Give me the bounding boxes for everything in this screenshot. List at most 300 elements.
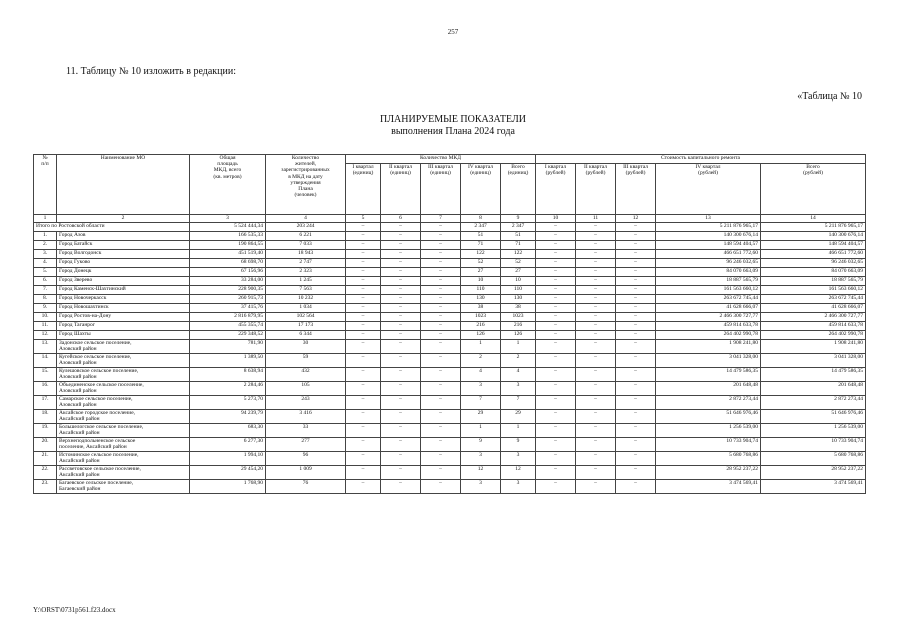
row-mkd-total: 130 <box>501 295 536 304</box>
row-mkd-q4: 130 <box>461 295 501 304</box>
row-cost-q4: 1 256 539,00 <box>656 424 761 438</box>
row-mkd-total: 126 <box>501 331 536 340</box>
row-cost-q1: – <box>536 313 576 322</box>
row-cost-q3: – <box>616 382 656 396</box>
header-residents: Количество жителей, зарегистрированных в МКД на дату утверждения Плана (человек) <box>266 155 346 215</box>
table-row <box>34 277 866 286</box>
row-mo-name: Багаевское сельское поселение, Багаевский район <box>57 480 190 494</box>
total-mkd-all: 2 347 <box>501 223 536 232</box>
row-mkd-q3: – <box>421 466 461 480</box>
row-cost-q1: – <box>536 331 576 340</box>
row-area: 5 273,70 <box>190 396 266 410</box>
row-mkd-q4: 12 <box>461 466 501 480</box>
row-mkd-q1: – <box>346 396 381 410</box>
row-mkd-q3: – <box>421 259 461 268</box>
row-cost-q4: 2 872 273,44 <box>656 396 761 410</box>
table-row <box>34 331 866 340</box>
row-mkd-q3: – <box>421 354 461 368</box>
row-cost-q4: 140 300 676,14 <box>656 232 761 241</box>
header-cost-total: Всего (рублей) <box>761 164 866 215</box>
row-mkd-q4: 3 <box>461 480 501 494</box>
row-mkd-q3: – <box>421 396 461 410</box>
row-cost-q1: – <box>536 382 576 396</box>
row-cost-total: 264 402 990,78 <box>761 331 866 340</box>
row-mkd-q4: 7 <box>461 396 501 410</box>
row-cost-q3: – <box>616 466 656 480</box>
row-cost-total: 41 628 666,07 <box>761 304 866 313</box>
row-cost-q2: – <box>576 396 616 410</box>
row-cost-total: 263 672 745,44 <box>761 295 866 304</box>
row-cost-total: 148 594 404,57 <box>761 241 866 250</box>
row-mkd-q1: – <box>346 354 381 368</box>
total-cost-q2: – <box>576 223 616 232</box>
row-cost-q4: 466 651 772,60 <box>656 250 761 259</box>
heading-line-2: выполнения Плана 2024 года <box>391 126 515 137</box>
row-mo-name: Истоминское сельское поселение, Аксайский район <box>57 452 190 466</box>
row-cost-q4: 14 479 586,35 <box>656 368 761 382</box>
row-mkd-total: 10 <box>501 277 536 286</box>
row-mkd-q3: – <box>421 304 461 313</box>
row-cost-q4: 161 563 660,12 <box>656 286 761 295</box>
column-number: 14 <box>761 215 866 223</box>
row-mkd-q1: – <box>346 424 381 438</box>
row-residents: 102 564 <box>266 313 346 322</box>
row-mkd-q3: – <box>421 452 461 466</box>
header-num: № п/п <box>34 155 57 215</box>
row-num: 16. <box>34 382 57 396</box>
row-mkd-q4: 126 <box>461 331 501 340</box>
row-cost-q3: – <box>616 304 656 313</box>
row-mkd-q1: – <box>346 480 381 494</box>
row-cost-q2: – <box>576 295 616 304</box>
row-mo-name: Рассветовское сельское поселение, Аксайский район <box>57 466 190 480</box>
row-mkd-q2: – <box>381 480 421 494</box>
row-residents: 2 323 <box>266 268 346 277</box>
row-cost-q3: – <box>616 452 656 466</box>
row-cost-q4: 41 628 666,07 <box>656 304 761 313</box>
row-mkd-q2: – <box>381 354 421 368</box>
row-cost-q2: – <box>576 410 616 424</box>
row-mkd-total: 9 <box>501 438 536 452</box>
header-mkd-group: Количество МКД <box>346 155 536 164</box>
total-residents: 203 244 <box>266 223 346 232</box>
row-mo-name: Верхнеподпольненское сельское поселение, Аксайский район <box>57 438 190 452</box>
row-num: 18. <box>34 410 57 424</box>
row-cost-q3: – <box>616 286 656 295</box>
row-mkd-total: 27 <box>501 268 536 277</box>
table-row <box>34 382 866 396</box>
row-mkd-q1: – <box>346 304 381 313</box>
row-cost-q2: – <box>576 452 616 466</box>
row-residents: 59 <box>266 354 346 368</box>
row-mkd-q2: – <box>381 368 421 382</box>
row-num: 14. <box>34 354 57 368</box>
row-cost-q3: – <box>616 424 656 438</box>
row-cost-q1: – <box>536 259 576 268</box>
row-residents: 6 221 <box>266 232 346 241</box>
row-cost-q2: – <box>576 232 616 241</box>
row-area: 229 348,52 <box>190 331 266 340</box>
row-residents: 277 <box>266 438 346 452</box>
row-mkd-q2: – <box>381 295 421 304</box>
row-mkd-q1: – <box>346 286 381 295</box>
row-num: 10. <box>34 313 57 322</box>
row-mkd-q4: 10 <box>461 277 501 286</box>
row-mo-name: Кулешовское сельское поселение, Азовский район <box>57 368 190 382</box>
row-num: 2. <box>34 241 57 250</box>
row-mkd-total: 51 <box>501 232 536 241</box>
row-mkd-q2: – <box>381 322 421 331</box>
row-mkd-total: 3 <box>501 480 536 494</box>
row-mkd-q4: 1023 <box>461 313 501 322</box>
table-row <box>34 268 866 277</box>
row-mkd-total: 71 <box>501 241 536 250</box>
column-number: 1 <box>34 215 57 223</box>
row-num: 20. <box>34 438 57 452</box>
row-cost-q3: – <box>616 313 656 322</box>
row-residents: 1 009 <box>266 466 346 480</box>
row-cost-q2: – <box>576 277 616 286</box>
row-mkd-q1: – <box>346 368 381 382</box>
total-area: 5 524 444,34 <box>190 223 266 232</box>
row-mo-name: Город Гуково <box>57 259 190 268</box>
row-mkd-q4: 110 <box>461 286 501 295</box>
row-cost-q2: – <box>576 368 616 382</box>
row-cost-total: 10 733 904,74 <box>761 438 866 452</box>
row-mkd-q1: – <box>346 250 381 259</box>
row-mo-name: Город Таганрог <box>57 322 190 331</box>
row-cost-q3: – <box>616 480 656 494</box>
row-area: 781,90 <box>190 340 266 354</box>
row-mkd-q2: – <box>381 331 421 340</box>
row-mkd-q3: – <box>421 480 461 494</box>
row-mo-name: Город Ростов-на-Дону <box>57 313 190 322</box>
row-area: 1 768,90 <box>190 480 266 494</box>
row-mkd-q4: 51 <box>461 232 501 241</box>
row-cost-q2: – <box>576 438 616 452</box>
header-mkd-q2: II квартал (единиц) <box>381 164 421 215</box>
row-mkd-q4: 122 <box>461 250 501 259</box>
table-row <box>34 304 866 313</box>
row-mkd-q1: – <box>346 382 381 396</box>
row-mkd-q2: – <box>381 250 421 259</box>
row-cost-q1: – <box>536 304 576 313</box>
row-mkd-total: 4 <box>501 368 536 382</box>
row-cost-q3: – <box>616 322 656 331</box>
table-row <box>34 232 866 241</box>
header-cost-q4: IV квартал (рублей) <box>656 164 761 215</box>
row-mkd-q1: – <box>346 466 381 480</box>
row-num: 4. <box>34 259 57 268</box>
row-area: 1 389,50 <box>190 354 266 368</box>
row-cost-total: 459 814 633,78 <box>761 322 866 331</box>
row-mkd-q3: – <box>421 368 461 382</box>
row-mkd-total: 3 <box>501 452 536 466</box>
row-cost-total: 161 563 660,12 <box>761 286 866 295</box>
row-mkd-q4: 29 <box>461 410 501 424</box>
row-cost-q2: – <box>576 424 616 438</box>
row-residents: 1 034 <box>266 304 346 313</box>
row-cost-total: 28 952 237,22 <box>761 466 866 480</box>
row-cost-q3: – <box>616 268 656 277</box>
row-mkd-q2: – <box>381 241 421 250</box>
row-mkd-total: 216 <box>501 322 536 331</box>
row-mkd-q2: – <box>381 396 421 410</box>
row-cost-q3: – <box>616 354 656 368</box>
row-cost-q4: 148 594 404,57 <box>656 241 761 250</box>
row-mo-name: Кугейское сельское поселение, Азовский район <box>57 354 190 368</box>
row-mkd-q4: 4 <box>461 368 501 382</box>
row-mkd-q4: 2 <box>461 354 501 368</box>
row-num: 19. <box>34 424 57 438</box>
row-num: 22. <box>34 466 57 480</box>
row-cost-q4: 201 648,48 <box>656 382 761 396</box>
row-cost-q2: – <box>576 286 616 295</box>
row-area: 2 816 879,95 <box>190 313 266 322</box>
row-residents: 96 <box>266 452 346 466</box>
row-residents: 3 416 <box>266 410 346 424</box>
row-cost-q2: – <box>576 304 616 313</box>
total-mkd-q4: 2 347 <box>461 223 501 232</box>
row-cost-q1: – <box>536 396 576 410</box>
table-row <box>34 354 866 368</box>
row-mkd-q2: – <box>381 452 421 466</box>
row-cost-total: 5 680 768,86 <box>761 452 866 466</box>
table-heading <box>0 114 906 138</box>
column-number: 7 <box>421 215 461 223</box>
row-cost-q4: 18 887 565,79 <box>656 277 761 286</box>
total-cost-q4: 5 211 876 965,17 <box>656 223 761 232</box>
column-number: 3 <box>190 215 266 223</box>
table-row <box>34 438 866 452</box>
table-row <box>34 259 866 268</box>
row-mkd-total: 29 <box>501 410 536 424</box>
column-number: 5 <box>346 215 381 223</box>
row-cost-q2: – <box>576 313 616 322</box>
row-mo-name: Город Новошахтинск <box>57 304 190 313</box>
row-mkd-q4: 1 <box>461 424 501 438</box>
header-cost-group: Стоимость капитального ремонта <box>536 155 866 164</box>
heading-line-1: ПЛАНИРУЕМЫЕ ПОКАЗАТЕЛИ <box>380 114 526 125</box>
row-cost-q4: 3 041 328,00 <box>656 354 761 368</box>
row-cost-q4: 2 466 300 727,77 <box>656 313 761 322</box>
row-mkd-total: 2 <box>501 354 536 368</box>
row-mkd-q3: – <box>421 241 461 250</box>
row-cost-q1: – <box>536 295 576 304</box>
row-mkd-q4: 27 <box>461 268 501 277</box>
row-mkd-q4: 3 <box>461 382 501 396</box>
row-cost-q3: – <box>616 396 656 410</box>
row-residents: 17 173 <box>266 322 346 331</box>
row-mkd-q1: – <box>346 438 381 452</box>
row-residents: 2 747 <box>266 259 346 268</box>
row-num: 8. <box>34 295 57 304</box>
row-residents: 7 033 <box>266 241 346 250</box>
row-cost-q1: – <box>536 368 576 382</box>
row-mkd-q2: – <box>381 313 421 322</box>
row-cost-q4: 3 474 569,41 <box>656 480 761 494</box>
row-mkd-q3: – <box>421 295 461 304</box>
column-number: 4 <box>266 215 346 223</box>
row-mkd-q2: – <box>381 340 421 354</box>
table-row <box>34 368 866 382</box>
row-area: 37 415,76 <box>190 304 266 313</box>
total-row <box>34 223 866 232</box>
row-cost-q3: – <box>616 340 656 354</box>
row-residents: 6 344 <box>266 331 346 340</box>
header-cost-q1: I квартал (рублей) <box>536 164 576 215</box>
row-area: 1 994,10 <box>190 452 266 466</box>
row-num: 12. <box>34 331 57 340</box>
row-mkd-q4: 1 <box>461 340 501 354</box>
total-cost-q3: – <box>616 223 656 232</box>
total-label: Итого по Ростовской области <box>34 223 190 232</box>
row-cost-total: 3 041 328,00 <box>761 354 866 368</box>
row-residents: 18 943 <box>266 250 346 259</box>
row-cost-q4: 263 672 745,44 <box>656 295 761 304</box>
row-cost-q1: – <box>536 424 576 438</box>
row-cost-q1: – <box>536 452 576 466</box>
row-residents: 10 232 <box>266 295 346 304</box>
row-cost-total: 96 246 032,65 <box>761 259 866 268</box>
row-cost-q4: 51 646 976,46 <box>656 410 761 424</box>
header-area: Общая площадь МКД, всего (кв. метров) <box>190 155 266 215</box>
row-mo-name: Город Волгодонск <box>57 250 190 259</box>
row-mo-name: Город Батайск <box>57 241 190 250</box>
row-cost-q3: – <box>616 277 656 286</box>
row-cost-q3: – <box>616 295 656 304</box>
total-mkd-q1: – <box>346 223 381 232</box>
row-mkd-q2: – <box>381 424 421 438</box>
row-cost-total: 1 908 241,80 <box>761 340 866 354</box>
row-mkd-q1: – <box>346 322 381 331</box>
row-mkd-total: 122 <box>501 250 536 259</box>
column-number-row <box>34 215 866 223</box>
row-mkd-q1: – <box>346 232 381 241</box>
row-cost-q4: 28 952 237,22 <box>656 466 761 480</box>
table-row <box>34 340 866 354</box>
row-mo-name: Город Зверево <box>57 277 190 286</box>
row-residents: 7 563 <box>266 286 346 295</box>
row-cost-q2: – <box>576 241 616 250</box>
row-num: 1. <box>34 232 57 241</box>
row-mkd-total: 3 <box>501 382 536 396</box>
row-mo-name: Большелогское сельское поселение, Аксайский район <box>57 424 190 438</box>
row-cost-q1: – <box>536 286 576 295</box>
column-number: 6 <box>381 215 421 223</box>
row-cost-q1: – <box>536 410 576 424</box>
row-cost-q4: 84 070 663,09 <box>656 268 761 277</box>
row-cost-q3: – <box>616 368 656 382</box>
row-cost-total: 3 474 569,41 <box>761 480 866 494</box>
row-area: 94 239,79 <box>190 410 266 424</box>
header-mo-name: Наименование МО <box>57 155 190 215</box>
row-cost-q1: – <box>536 438 576 452</box>
row-cost-total: 14 479 586,35 <box>761 368 866 382</box>
row-residents: 30 <box>266 340 346 354</box>
table-row <box>34 295 866 304</box>
row-cost-q1: – <box>536 241 576 250</box>
row-cost-q1: – <box>536 268 576 277</box>
row-mkd-q4: 38 <box>461 304 501 313</box>
row-cost-q2: – <box>576 382 616 396</box>
column-number: 8 <box>461 215 501 223</box>
row-num: 9. <box>34 304 57 313</box>
table-row <box>34 322 866 331</box>
row-mkd-q2: – <box>381 268 421 277</box>
header-mkd-total: Всего (единиц) <box>501 164 536 215</box>
row-cost-q3: – <box>616 250 656 259</box>
row-cost-total: 18 887 565,79 <box>761 277 866 286</box>
row-mkd-total: 1 <box>501 340 536 354</box>
row-cost-q4: 10 733 904,74 <box>656 438 761 452</box>
row-mo-name: Город Новочеркасск <box>57 295 190 304</box>
row-cost-total: 201 648,48 <box>761 382 866 396</box>
row-mkd-q1: – <box>346 452 381 466</box>
row-mkd-q3: – <box>421 277 461 286</box>
row-mo-name: Город Каменск-Шахтинский <box>57 286 190 295</box>
row-num: 17. <box>34 396 57 410</box>
table-row <box>34 452 866 466</box>
row-cost-total: 140 300 676,14 <box>761 232 866 241</box>
row-mkd-q3: – <box>421 268 461 277</box>
row-mkd-q4: 9 <box>461 438 501 452</box>
row-num: 21. <box>34 452 57 466</box>
row-cost-total: 84 070 663,09 <box>761 268 866 277</box>
row-cost-q2: – <box>576 268 616 277</box>
row-area: 683,30 <box>190 424 266 438</box>
row-mkd-q3: – <box>421 250 461 259</box>
row-area: 190 864,55 <box>190 241 266 250</box>
row-cost-q2: – <box>576 331 616 340</box>
row-cost-q3: – <box>616 232 656 241</box>
row-mkd-total: 52 <box>501 259 536 268</box>
column-number: 12 <box>616 215 656 223</box>
row-num: 23. <box>34 480 57 494</box>
header-mkd-q4: IV квартал (единиц) <box>461 164 501 215</box>
row-mkd-q4: 216 <box>461 322 501 331</box>
table-caption-tag: «Таблица № 10 <box>797 91 862 102</box>
row-mo-name: Самарское сельское поселение, Азовский район <box>57 396 190 410</box>
row-residents: 432 <box>266 368 346 382</box>
table-row <box>34 250 866 259</box>
row-residents: 76 <box>266 480 346 494</box>
row-residents: 33 <box>266 424 346 438</box>
row-mkd-q2: – <box>381 286 421 295</box>
row-area: 67 156,96 <box>190 268 266 277</box>
row-mkd-q1: – <box>346 241 381 250</box>
row-mkd-q1: – <box>346 277 381 286</box>
row-mkd-q2: – <box>381 382 421 396</box>
row-mkd-q2: – <box>381 277 421 286</box>
file-path-footer: Y:\ORST\0731p561.f23.docx <box>33 606 116 614</box>
row-mo-name: Задонское сельское поселение, Азовский район <box>57 340 190 354</box>
row-cost-total: 466 651 772,60 <box>761 250 866 259</box>
row-mkd-total: 12 <box>501 466 536 480</box>
row-mo-name: Аксайское городское поселение, Аксайский район <box>57 410 190 424</box>
row-cost-q1: – <box>536 480 576 494</box>
row-residents: 105 <box>266 382 346 396</box>
row-mkd-q1: – <box>346 259 381 268</box>
column-number: 2 <box>57 215 190 223</box>
row-cost-q2: – <box>576 322 616 331</box>
row-cost-q2: – <box>576 340 616 354</box>
row-mkd-total: 38 <box>501 304 536 313</box>
row-mkd-total: 1023 <box>501 313 536 322</box>
row-cost-q1: – <box>536 277 576 286</box>
row-cost-q2: – <box>576 354 616 368</box>
row-mkd-q4: 52 <box>461 259 501 268</box>
